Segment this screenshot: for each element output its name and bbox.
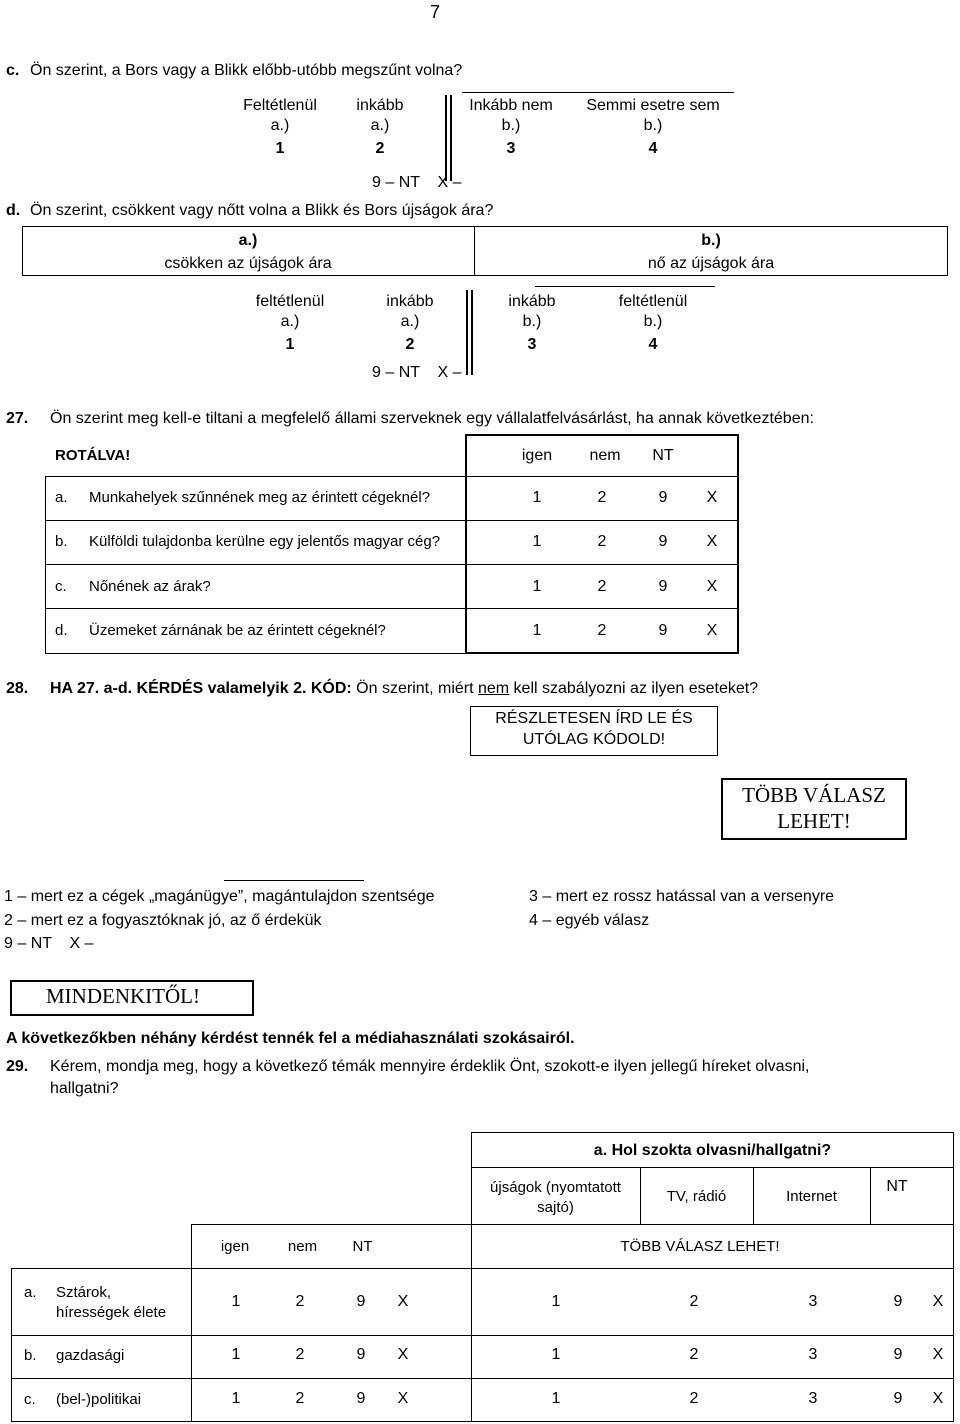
question-c-label: c. [6, 62, 20, 79]
option-c-4: Semmi esetre sem b.) 4 [586, 97, 720, 157]
option-d-3: inkább b.) 3 [508, 293, 556, 353]
divider [462, 92, 734, 93]
table-rule [11, 1335, 954, 1336]
question-28-number: 28. [6, 680, 29, 697]
question-d-label: d. [6, 202, 21, 219]
answer-nt: 9 – NT X – [4, 935, 94, 952]
option-c-2: inkább a.) 2 [356, 97, 404, 157]
media-col-nt: NT [886, 1178, 908, 1195]
question-29-text-1: Kérem, mondja meg, hogy a következő témák mennyire érdeklik Önt, szokott-e ilyen jellegű híreket olvasni, [50, 1058, 810, 1075]
right-text: nő az újságok ára [647, 255, 775, 272]
question-c-text: Ön szerint, a Bors vagy a Blikk előbb-utóbb megszűnt volna? [30, 62, 463, 79]
left-head: a.) [238, 232, 258, 249]
extra-codes-d: 9 – NT X – [372, 364, 462, 381]
header-igen: igen [521, 447, 553, 464]
double-separator [466, 290, 473, 375]
media-col-internet: Internet [786, 1188, 837, 1205]
table-rule [45, 520, 739, 521]
rotate-instruction: ROTÁLVA! [55, 447, 131, 464]
divider [535, 286, 715, 287]
q29-header-nem: nem [287, 1238, 318, 1255]
header-nt: NT [652, 447, 674, 464]
option-c-3: Inkább nem b.) 3 [469, 97, 553, 157]
everyone-label: MINDENKITŐL! [46, 984, 200, 1008]
multi-answer-line-1: TÖBB VÁLASZ [742, 783, 886, 807]
table-rule [45, 653, 739, 654]
question-29-number: 29. [6, 1058, 29, 1075]
option-c-1: Feltétlenül a.) 1 [243, 97, 317, 157]
answer-1: 1 – mert ez a cégek „magánügye”, magántulajdon szentsége [4, 888, 435, 905]
table-rule [45, 608, 739, 609]
option-d-2: inkább a.) 2 [386, 293, 434, 353]
table-rule [45, 564, 739, 565]
question-29-text-2: hallgatni? [50, 1080, 119, 1097]
q29-multi-answer: TÖBB VÁLASZ LEHET! [620, 1238, 780, 1255]
right-head: b.) [701, 232, 721, 249]
instruction-line-1: RÉSZLETESEN ÍRD LE ÉS [495, 710, 693, 727]
q29-subheading: a. Hol szokta olvasni/hallgatni? [593, 1142, 832, 1159]
page-number: 7 [430, 2, 441, 22]
left-text: csökken az újságok ára [164, 255, 332, 272]
option-d-4: feltétlenül b.) 4 [618, 293, 688, 353]
question-28-text: HA 27. a-d. KÉRDÉS valamelyik 2. KÓD: Ön szerint, miért nem kell szabályozni az ilyen eseteket? [50, 680, 759, 697]
option-d-1: feltétlenül a.) 1 [255, 293, 325, 353]
answer-3: 3 – mert ez rossz hatással van a versenyre [529, 888, 835, 905]
media-col-press: újságok (nyomtatott sajtó) [490, 1179, 621, 1216]
multi-answer-line-2: LEHET! [777, 809, 851, 833]
answer-2: 2 – mert ez a fogyasztóknak jó, az ő érdekük [4, 912, 322, 929]
media-col-tv: TV, rádió [666, 1188, 727, 1205]
divider [224, 880, 364, 881]
extra-codes-c: 9 – NT X – [372, 174, 462, 191]
table-rule [45, 476, 46, 654]
question-d-text: Ön szerint, csökkent vagy nőtt volna a Blikk és Bors újságok ára? [30, 202, 494, 219]
media-intro: A következőkben néhány kérdést tennék fel a médiahasználati szokásairól. [6, 1030, 575, 1047]
question-27-text: Ön szerint meg kell-e tiltani a megfelelő állami szerveknek egy vállalatfelvásárlást, ha annak következtében: [50, 410, 814, 427]
table-rule [11, 1378, 954, 1379]
q29-header-igen: igen [220, 1238, 250, 1255]
question-27-number: 27. [6, 410, 29, 427]
q29-header-nt: NT [352, 1238, 373, 1255]
instruction-line-2: UTÓLAG KÓDOLD! [522, 731, 666, 748]
answer-4: 4 – egyéb válasz [529, 912, 650, 929]
header-nem: nem [589, 447, 621, 464]
table-rule [45, 476, 739, 477]
table-rule [471, 1167, 954, 1168]
